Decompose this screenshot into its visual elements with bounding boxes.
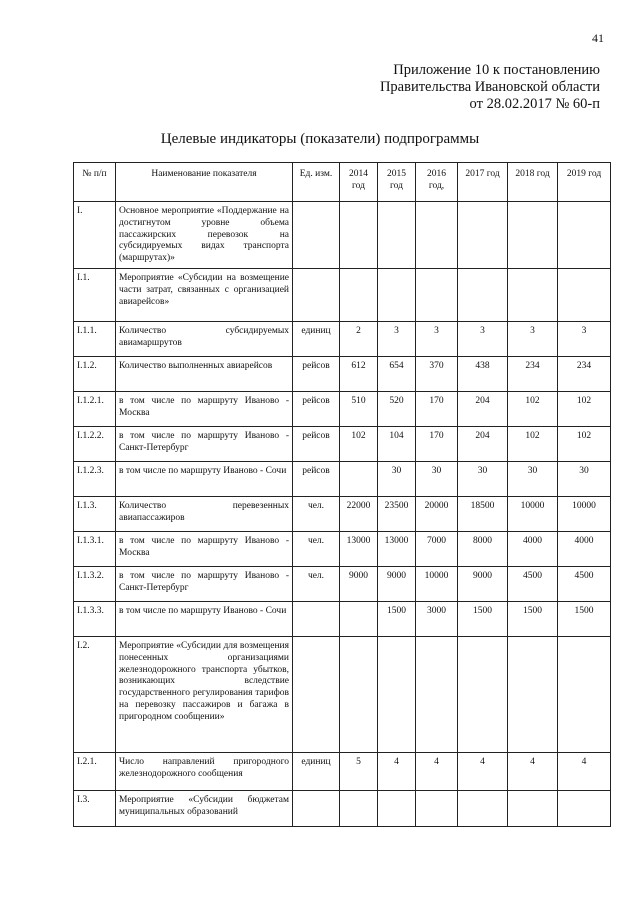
- row-value: 9000: [340, 567, 378, 602]
- row-num: I.1.3.1.: [74, 532, 116, 567]
- row-num: I.1.3.: [74, 497, 116, 532]
- row-value: 20000: [416, 497, 458, 532]
- row-unit: рейсов: [293, 427, 340, 462]
- table-row: [74, 269, 611, 322]
- header-name: Наименование показателя: [116, 163, 293, 202]
- row-value: 30: [378, 462, 416, 497]
- row-num: I.2.1.: [74, 753, 116, 791]
- row-value: 654: [378, 357, 416, 392]
- row-value: 4000: [558, 532, 611, 567]
- table-row: [74, 602, 611, 637]
- row-value: 10000: [558, 497, 611, 532]
- row-value: 204: [458, 392, 508, 427]
- table-row: [74, 567, 611, 602]
- row-num: I.1.2.3.: [74, 462, 116, 497]
- row-value: 4: [458, 753, 508, 791]
- row-value: [508, 202, 558, 269]
- row-name: Мероприятие «Субсидии для возмещения понесенных организациями железнодорожного транспорта убытков, возникающих вследствие государственного регулирования тарифов на перевозку пассажиров и багажа в пригородном сообщении»: [116, 637, 293, 753]
- row-unit: рейсов: [293, 357, 340, 392]
- row-value: [378, 269, 416, 322]
- row-value: 13000: [378, 532, 416, 567]
- table-row: [74, 532, 611, 567]
- row-value: [558, 791, 611, 827]
- appendix-line-3: от 28.02.2017 № 60-п: [469, 96, 600, 112]
- row-unit: единиц: [293, 753, 340, 791]
- row-num: I.1.3.2.: [74, 567, 116, 602]
- table-row: [74, 637, 611, 753]
- row-num: I.1.1.: [74, 322, 116, 357]
- table-row: [74, 427, 611, 462]
- row-value: [458, 637, 508, 753]
- row-value: 510: [340, 392, 378, 427]
- row-name: в том числе по маршруту Иваново - Москва: [116, 532, 293, 567]
- table-row: [74, 202, 611, 269]
- row-value: 1500: [458, 602, 508, 637]
- header-year-2015: 2015 год: [378, 163, 416, 202]
- row-value: 3: [416, 322, 458, 357]
- row-name: в том числе по маршруту Иваново - Сочи: [116, 602, 293, 637]
- row-value: 30: [558, 462, 611, 497]
- row-name: Количество выполненных авиарейсов: [116, 357, 293, 392]
- row-num: I.: [74, 202, 116, 269]
- row-value: 3: [558, 322, 611, 357]
- row-value: [416, 269, 458, 322]
- row-value: [558, 202, 611, 269]
- row-value: 10000: [508, 497, 558, 532]
- header-year-2016: 2016 год,: [416, 163, 458, 202]
- row-name: Мероприятие «Субсидии бюджетам муниципальных образований: [116, 791, 293, 827]
- row-value: 102: [558, 392, 611, 427]
- row-value: 4500: [508, 567, 558, 602]
- row-value: 102: [508, 392, 558, 427]
- row-value: 9000: [458, 567, 508, 602]
- row-value: 30: [416, 462, 458, 497]
- row-value: 370: [416, 357, 458, 392]
- row-value: [558, 269, 611, 322]
- row-value: [416, 202, 458, 269]
- row-value: 520: [378, 392, 416, 427]
- row-value: [340, 791, 378, 827]
- row-unit: чел.: [293, 532, 340, 567]
- row-value: [378, 791, 416, 827]
- row-value: 1500: [378, 602, 416, 637]
- document-title: Целевые индикаторы (показатели) подпрограммы: [160, 131, 480, 147]
- row-value: [340, 602, 378, 637]
- row-num: I.1.3.3.: [74, 602, 116, 637]
- row-value: 7000: [416, 532, 458, 567]
- indicators-table: [73, 162, 611, 827]
- row-value: [508, 791, 558, 827]
- row-unit: чел.: [293, 497, 340, 532]
- row-unit: [293, 637, 340, 753]
- row-value: 234: [508, 357, 558, 392]
- row-num: I.2.: [74, 637, 116, 753]
- header-num: № п/п: [74, 163, 116, 202]
- row-value: 10000: [416, 567, 458, 602]
- row-value: 18500: [458, 497, 508, 532]
- row-value: 612: [340, 357, 378, 392]
- row-value: 3: [508, 322, 558, 357]
- page-number: 41: [592, 31, 604, 45]
- row-value: [340, 637, 378, 753]
- table-header-row: [74, 163, 611, 202]
- row-value: [340, 202, 378, 269]
- row-value: 8000: [458, 532, 508, 567]
- row-name: в том числе по маршруту Иваново - Санкт-Петербург: [116, 427, 293, 462]
- row-name: в том числе по маршруту Иваново - Сочи: [116, 462, 293, 497]
- row-value: 102: [508, 427, 558, 462]
- row-num: I.1.2.2.: [74, 427, 116, 462]
- row-value: 30: [508, 462, 558, 497]
- row-unit: [293, 269, 340, 322]
- row-num: I.3.: [74, 791, 116, 827]
- row-value: [378, 637, 416, 753]
- appendix-header: [380, 62, 600, 113]
- row-unit: чел.: [293, 567, 340, 602]
- row-value: 30: [458, 462, 508, 497]
- row-name: Число направлений пригородного железнодорожного сообщения: [116, 753, 293, 791]
- row-value: 4: [378, 753, 416, 791]
- row-name: в том числе по маршруту Иваново - Санкт-Петербург: [116, 567, 293, 602]
- row-value: 102: [558, 427, 611, 462]
- table-row: [74, 497, 611, 532]
- table-row: [74, 791, 611, 827]
- row-num: I.1.2.: [74, 357, 116, 392]
- row-value: 234: [558, 357, 611, 392]
- row-value: 3: [458, 322, 508, 357]
- row-value: 102: [340, 427, 378, 462]
- row-value: 13000: [340, 532, 378, 567]
- row-value: 4: [558, 753, 611, 791]
- row-num: I.1.2.1.: [74, 392, 116, 427]
- row-unit: рейсов: [293, 392, 340, 427]
- row-value: [458, 791, 508, 827]
- row-value: 22000: [340, 497, 378, 532]
- row-value: 4000: [508, 532, 558, 567]
- row-value: [458, 202, 508, 269]
- row-value: 3000: [416, 602, 458, 637]
- row-unit: [293, 791, 340, 827]
- row-value: 4: [508, 753, 558, 791]
- table-row: [74, 753, 611, 791]
- row-value: [340, 269, 378, 322]
- appendix-line-1: Приложение 10 к постановлению: [393, 62, 600, 78]
- row-value: [340, 462, 378, 497]
- header-year-2014: 2014 год: [340, 163, 378, 202]
- row-value: [458, 269, 508, 322]
- row-name: Основное мероприятие «Поддержание на достигнутом уровне объема пассажирских перевозок на субсидируемых видах транспорта (маршрутах)»: [116, 202, 293, 269]
- row-value: 23500: [378, 497, 416, 532]
- row-value: 2: [340, 322, 378, 357]
- row-value: 204: [458, 427, 508, 462]
- row-unit: единиц: [293, 322, 340, 357]
- row-value: [416, 791, 458, 827]
- row-value: 170: [416, 427, 458, 462]
- row-value: 3: [378, 322, 416, 357]
- row-num: I.1.: [74, 269, 116, 322]
- header-year-2017: 2017 год: [458, 163, 508, 202]
- row-value: [378, 202, 416, 269]
- row-value: 438: [458, 357, 508, 392]
- header-year-2018: 2018 год: [508, 163, 558, 202]
- row-value: [508, 637, 558, 753]
- row-value: 9000: [378, 567, 416, 602]
- row-name: Количество перевезенных авиапассажиров: [116, 497, 293, 532]
- row-name: Количество субсидируемых авиамаршрутов: [116, 322, 293, 357]
- row-value: 5: [340, 753, 378, 791]
- table-row: [74, 392, 611, 427]
- table-row: [74, 357, 611, 392]
- row-unit: рейсов: [293, 462, 340, 497]
- row-value: 1500: [508, 602, 558, 637]
- row-name: Мероприятие «Субсидии на возмещение части затрат, связанных с организацией авиарейсов»: [116, 269, 293, 322]
- table-row: [74, 322, 611, 357]
- row-value: 170: [416, 392, 458, 427]
- row-value: [508, 269, 558, 322]
- row-value: 4500: [558, 567, 611, 602]
- appendix-line-2: Правительства Ивановской области: [379, 79, 600, 95]
- row-value: [558, 637, 611, 753]
- row-value: 104: [378, 427, 416, 462]
- table-row: [74, 462, 611, 497]
- row-value: [416, 637, 458, 753]
- row-value: 4: [416, 753, 458, 791]
- row-unit: [293, 202, 340, 269]
- row-value: 1500: [558, 602, 611, 637]
- row-name: в том числе по маршруту Иваново - Москва: [116, 392, 293, 427]
- header-year-2019: 2019 год: [558, 163, 611, 202]
- header-unit: Ед. изм.: [293, 163, 340, 202]
- row-unit: [293, 602, 340, 637]
